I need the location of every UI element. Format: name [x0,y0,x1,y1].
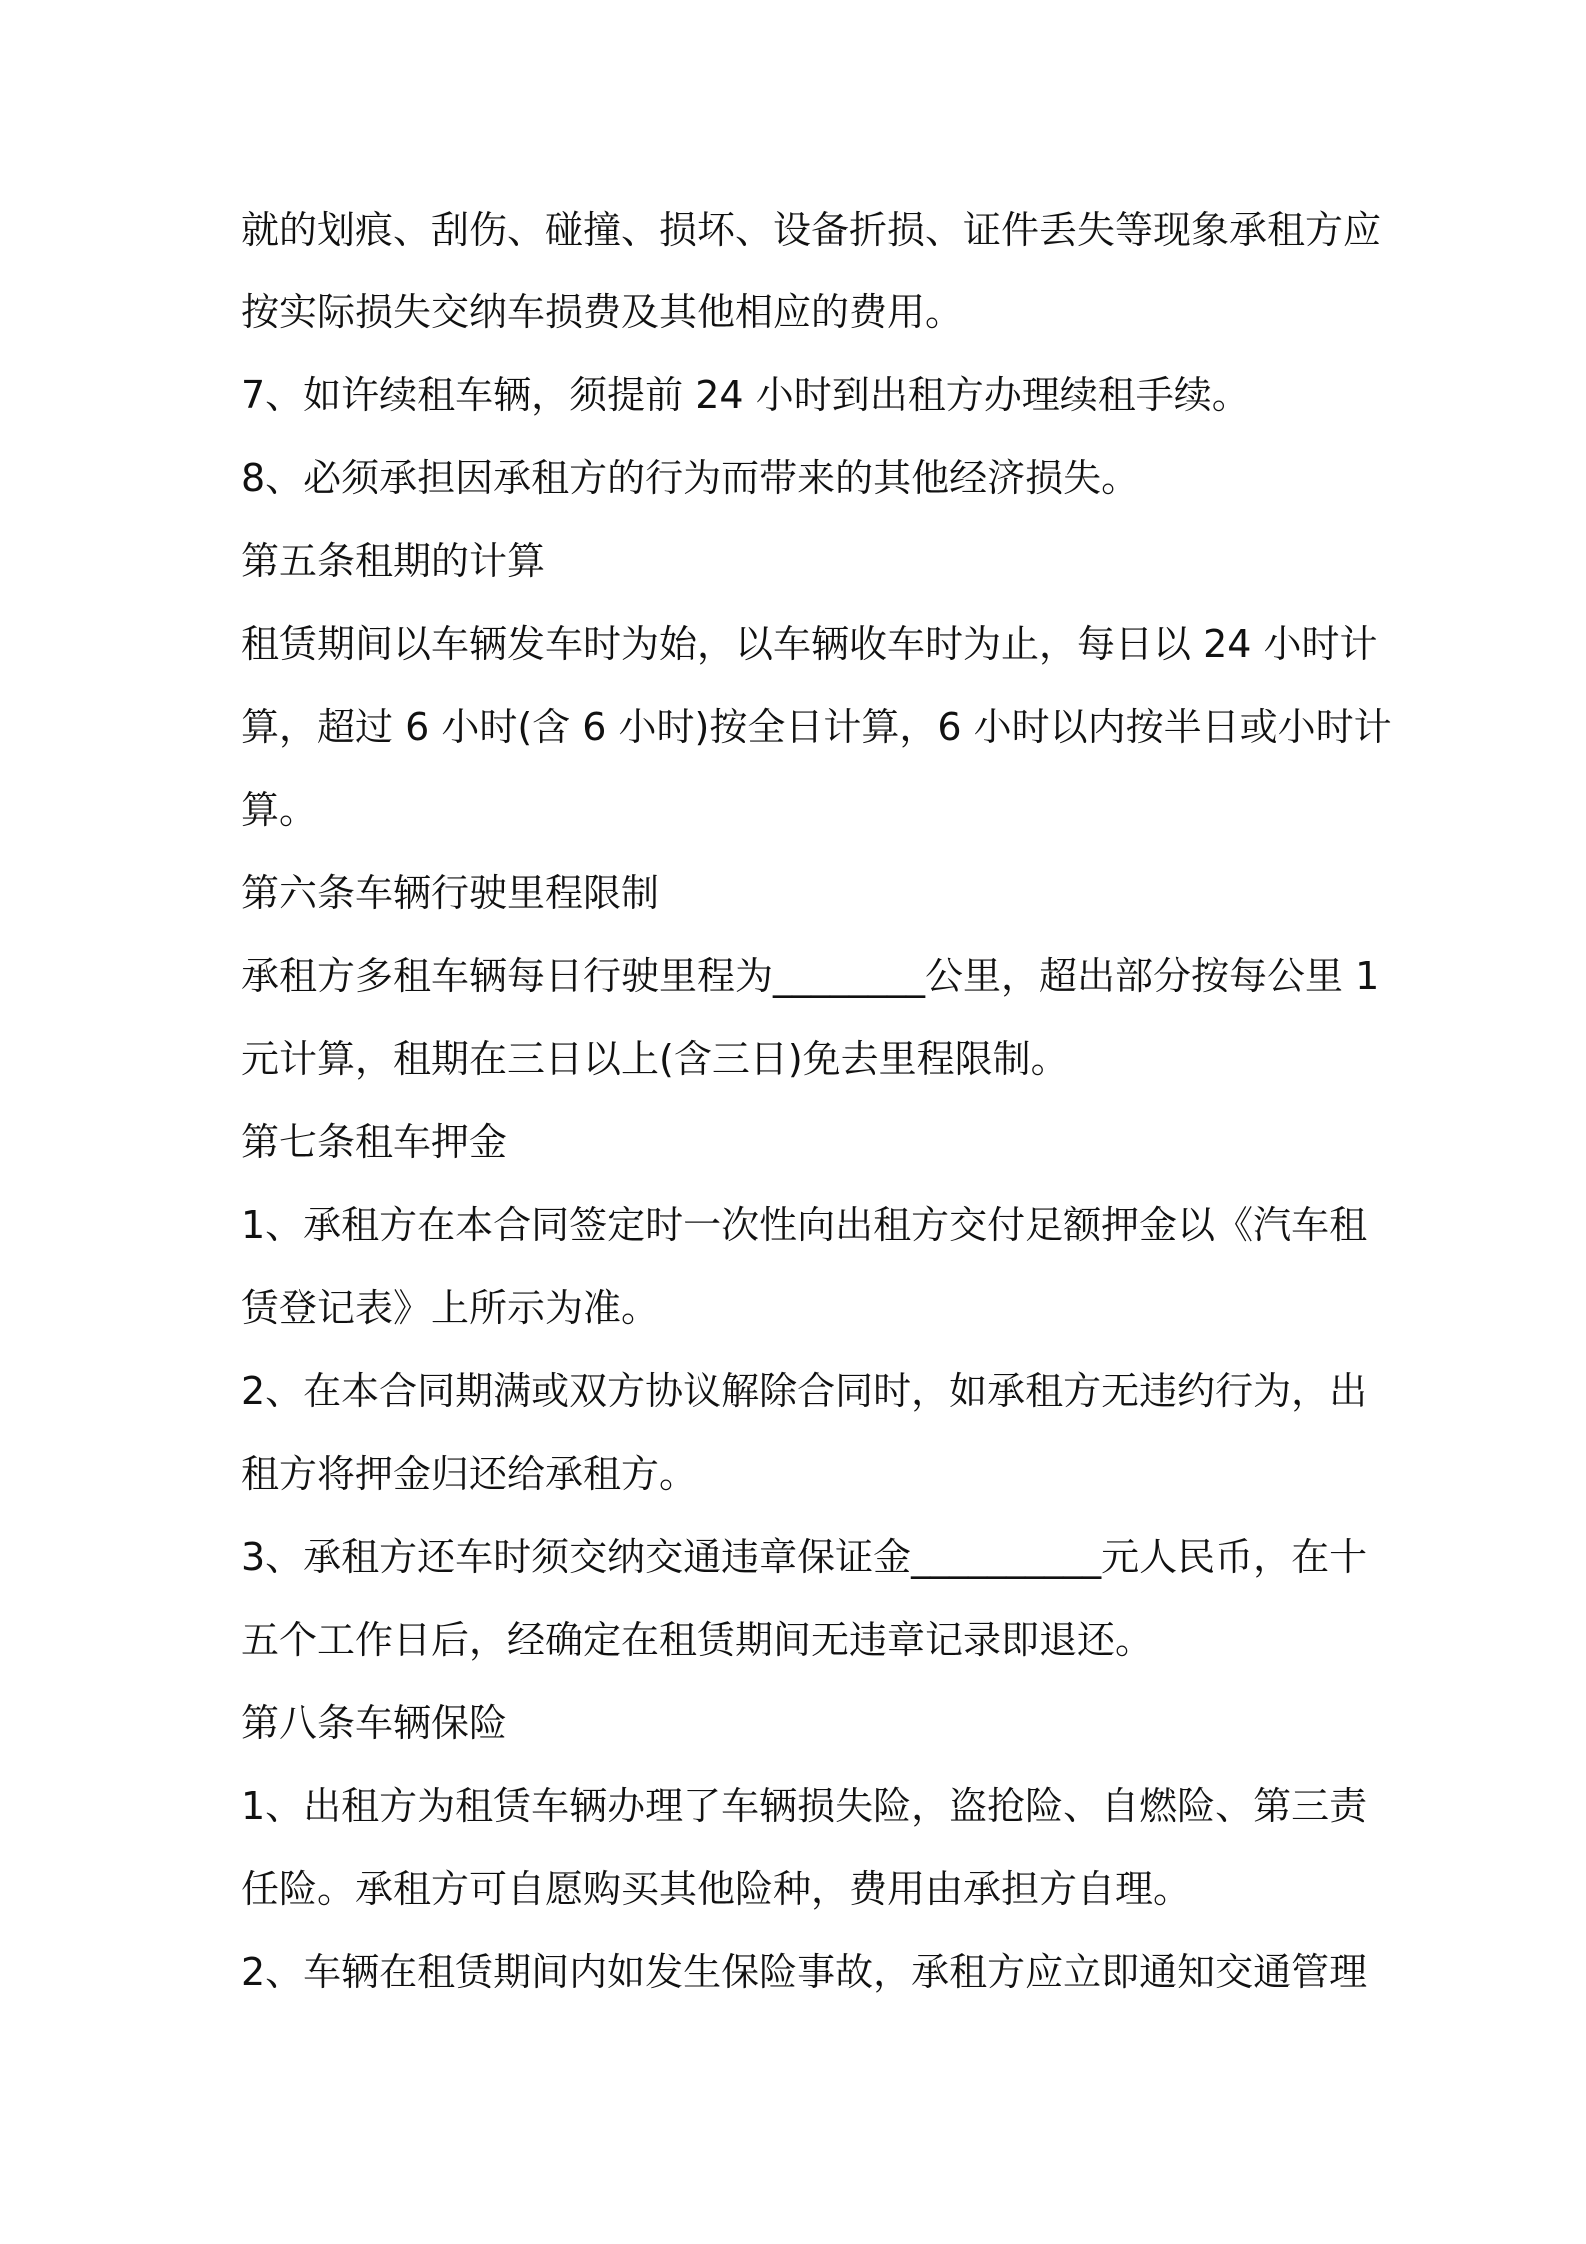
section-heading-7: 第七条租车押金 [241,1120,508,1164]
text-line-14: 赁登记表》上所示为准。 [241,1286,660,1330]
text-line-11: 元计算，租期在三日以上(含三日)免去里程限制。 [241,1037,1069,1081]
text-line-3: 7、如许续租车辆，须提前 24 小时到出租方办理续租手续。 [241,373,1250,417]
text-line-17: 3、承租方还车时须交纳交通违章保证金__________元人民币，在十 [241,1535,1368,1579]
text-line-7: 算，超过 6 小时(含 6 小时)按全日计算，6 小时以内按半日或小时计 [241,705,1392,749]
text-line-22: 2、车辆在租赁期间内如发生保险事故，承租方应立即通知交通管理 [241,1950,1368,1994]
text-line-8: 算。 [241,788,318,832]
text-line-6: 租赁期间以车辆发车时为始，以车辆收车时为止，每日以 24 小时计 [241,622,1378,666]
section-heading-8: 第八条车辆保险 [241,1701,508,1745]
text-line-16: 租方将押金归还给承租方。 [241,1452,698,1496]
text-line-2: 按实际损失交纳车损费及其他相应的费用。 [241,290,964,334]
text-line-13: 1、承租方在本合同签定时一次性向出租方交付足额押金以《汽车租 [241,1203,1368,1247]
text-line-15: 2、在本合同期满或双方协议解除合同时，如承租方无违约行为，出 [241,1369,1368,1413]
section-heading-5: 第五条租期的计算 [241,539,546,583]
text-line-10: 承租方多租车辆每日行驶里程为________公里，超出部分按每公里 1 [241,954,1380,998]
section-heading-6: 第六条车辆行驶里程限制 [241,871,660,915]
text-line-4: 8、必须承担因承租方的行为而带来的其他经济损失。 [241,456,1140,500]
text-line-18: 五个工作日后，经确定在租赁期间无违章记录即退还。 [241,1618,1154,1662]
text-line-20: 1、出租方为租赁车辆办理了车辆损失险，盗抢险、自燃险、第三责 [241,1784,1368,1828]
text-line-21: 任险。承租方可自愿购买其他险种，费用由承担方自理。 [241,1867,1192,1911]
text-line-1: 就的划痕、刮伤、碰撞、损坏、设备折损、证件丢失等现象承租方应 [241,208,1382,252]
